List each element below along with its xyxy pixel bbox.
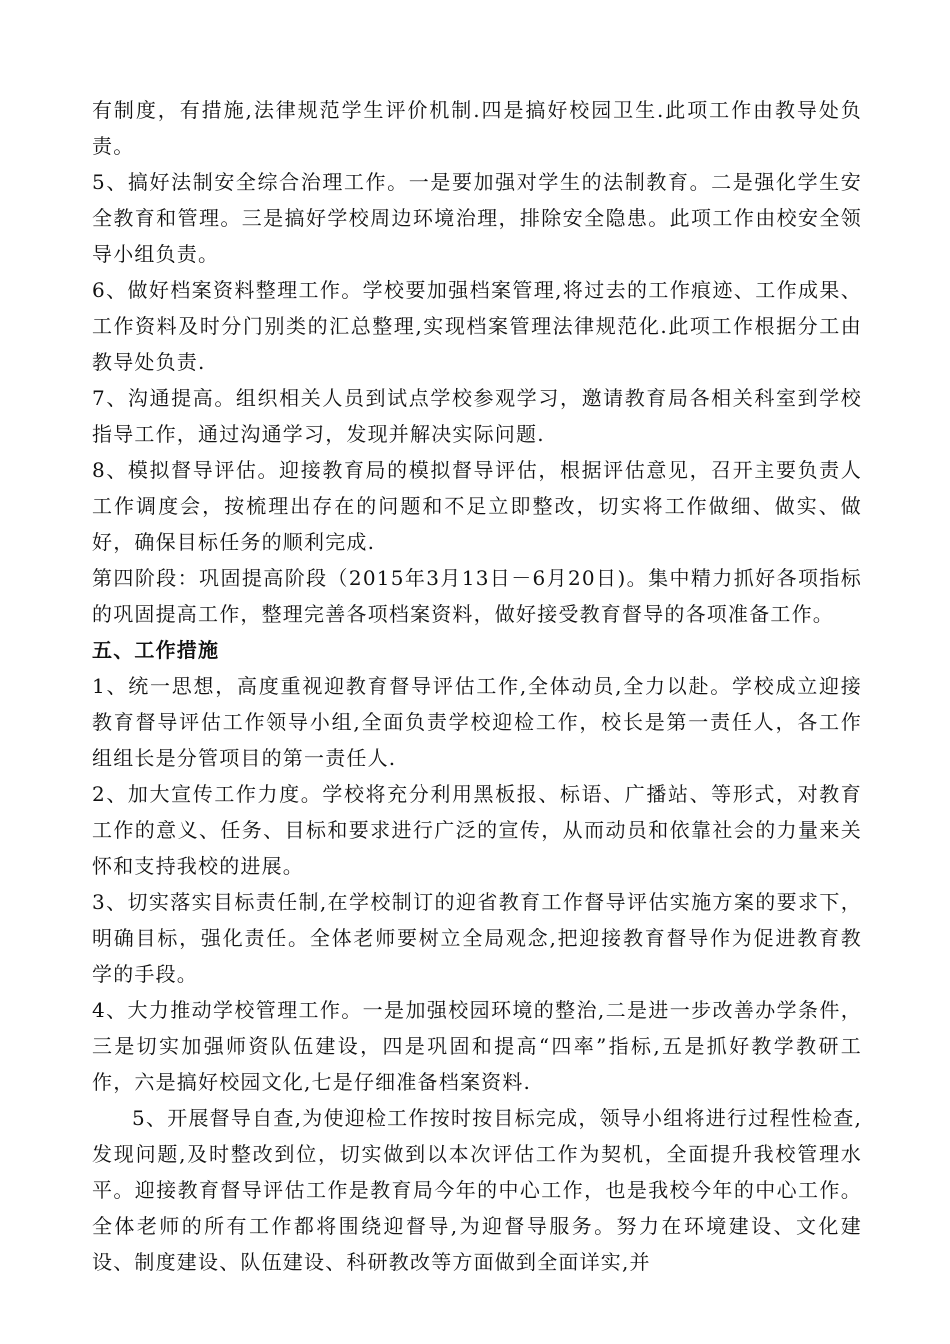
paragraph-measure-3: 3、切实落实目标责任制,在学校制订的迎省教育工作督导评估实施方案的要求下，明确目标，强化责任。全体老师要树立全局观念,把迎接教育督导作为促进教育教学的手段。 bbox=[92, 890, 862, 986]
paragraph-item-8-mock-evaluation: 8、模拟督导评估。迎接教育局的模拟督导评估，根据评估意见，召开主要负责人工作调度会，按梳理出存在的问题和不足立即整改，切实将工作做细、做实、做好，确保目标任务的顺利完成. bbox=[92, 458, 862, 554]
paragraph-item-5-legal-safety: 5、搞好法制安全综合治理工作。一是要加强对学生的法制教育。二是强化学生安全教育和管理。三是搞好学校周边环境治理，排除安全隐患。此项工作由校安全领导小组负责。 bbox=[92, 170, 862, 266]
paragraph-item-6-archives: 6、做好档案资料整理工作。学校要加强档案管理,将过去的工作痕迹、工作成果、工作资料及时分门别类的汇总整理,实现档案管理法律规范化.此项工作根据分工由教导处负责. bbox=[92, 278, 862, 374]
document-page bbox=[92, 92, 862, 1280]
paragraph-measure-1: 1、统一思想，高度重视迎教育督导评估工作,全体动员,全力以赴。学校成立迎接教育督导评估工作领导小组,全面负责学校迎检工作，校长是第一责任人，各工作组组长是分管项目的第一责任人. bbox=[92, 674, 862, 770]
paragraph-continuation: 有制度，有措施,法律规范学生评价机制.四是搞好校园卫生.此项工作由教导处负责。 bbox=[92, 98, 862, 158]
paragraph-measure-2: 2、加大宣传工作力度。学校将充分利用黑板报、标语、广播站、等形式，对教育工作的意义、任务、目标和要求进行广泛的宣传，从而动员和依靠社会的力量来关怀和支持我校的进展。 bbox=[92, 782, 862, 878]
paragraph-phase-four: 第四阶段：巩固提高阶段（2015年3月13日－6月20日)。集中精力抓好各项指标的巩固提高工作，整理完善各项档案资料，做好接受教育督导的各项准备工作。 bbox=[92, 566, 862, 626]
section-heading-work-measures: 五、工作措施 bbox=[92, 638, 220, 662]
paragraph-item-7-communication: 7、沟通提高。组织相关人员到试点学校参观学习，邀请教育局各相关科室到学校指导工作，通过沟通学习，发现并解决实际问题. bbox=[92, 386, 862, 446]
paragraph-measure-5: 5、开展督导自查,为使迎检工作按时按目标完成，领导小组将进行过程性检查,发现问题,及时整改到位，切实做到以本次评估工作为契机，全面提升我校管理水平。迎接教育督导评估工作是教育局今年的中心工作，也是我校今年的中心工作。全体老师的所有工作都将围绕迎督导,为迎督导服务。努力在环境建设、文化建设、制度建设、队伍建设、科研教改等方面做到全面详实,并 bbox=[92, 1106, 862, 1274]
paragraph-measure-4: 4、大力推动学校管理工作。一是加强校园环境的整治,二是进一步改善办学条件，三是切实加强师资队伍建设，四是巩固和提高“四率”指标,五是抓好教学教研工作，六是搞好校园文化,七是仔细准备档案资料. bbox=[92, 998, 862, 1094]
